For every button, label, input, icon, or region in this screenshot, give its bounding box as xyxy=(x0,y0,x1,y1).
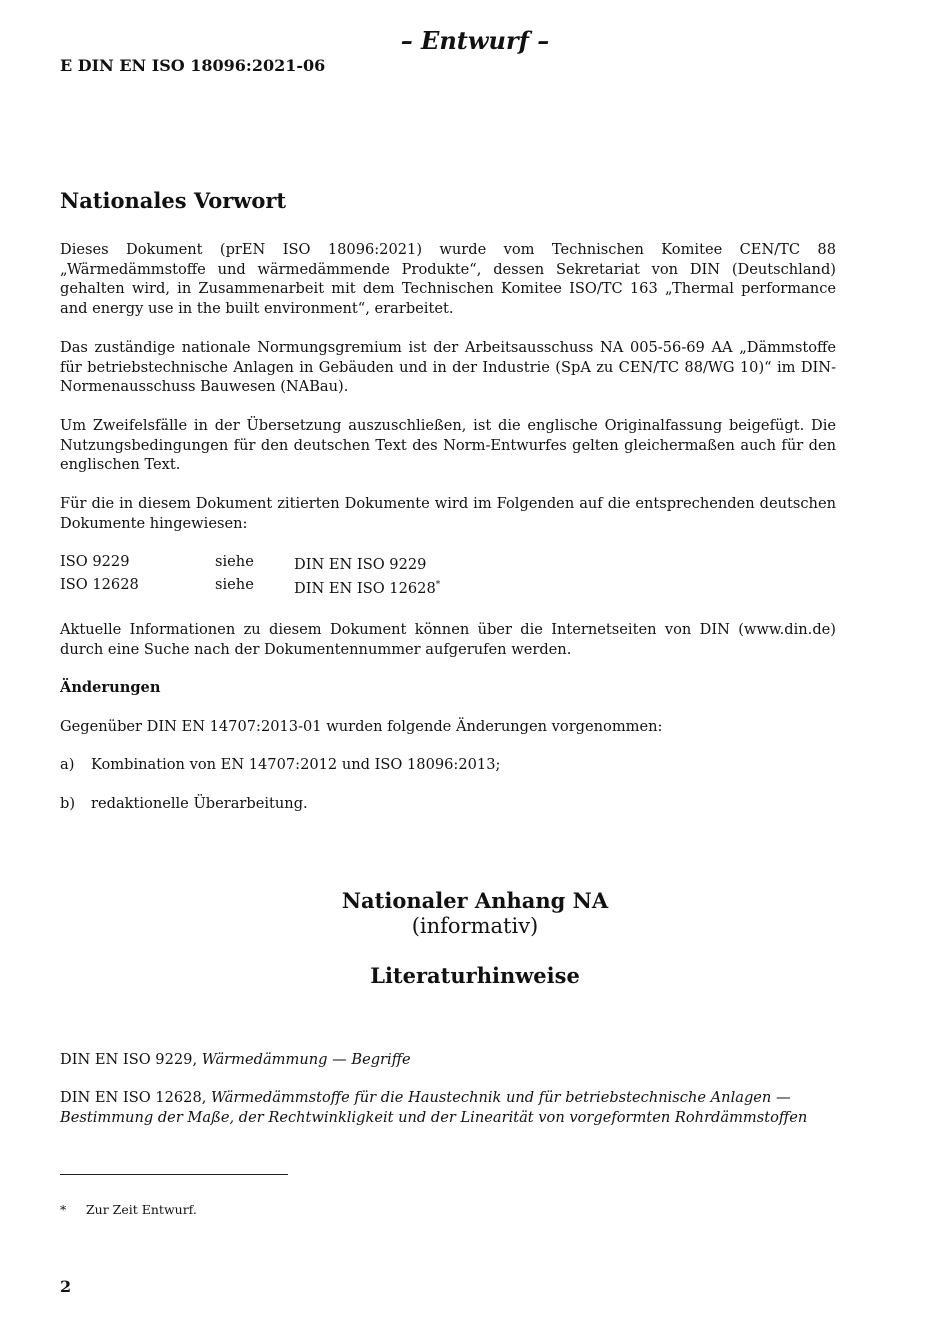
annex-title: Nationaler Anhang NA xyxy=(341,888,609,913)
ref-iso: ISO 9229 xyxy=(60,553,130,570)
paragraph-3: Um Zweifelsfälle in der Übersetzung auszuschließen, ist die englische Originalfassung beigefügt. Die Nutzungsbedingungen für den deutschen Text des Norm-Entwurfes gelten gleichermaßen auch für den englischen Text. xyxy=(60,417,836,473)
ref-iso: ISO 12628 xyxy=(60,576,139,593)
ref-din xyxy=(294,552,426,574)
ref-din xyxy=(294,576,440,598)
paragraph-2: Das zuständige nationale Normungsgremium ist der Arbeitsausschuss NA 005-56-69 AA „Dämmstoffe für betriebstechnische Anlagen in Gebäuden und in der Industrie (SpA zu CEN/TC 88/WG 10)“ im DIN-Normenausschuss Bauwesen (NABau). xyxy=(60,339,836,395)
list-label: b) xyxy=(60,795,76,812)
changes-intro: Gegenüber DIN EN 14707:2013-01 wurden folgende Änderungen vorgenommen: xyxy=(60,718,663,735)
ref-siehe: siehe xyxy=(215,576,254,593)
ref-din-text: DIN EN ISO 12628 xyxy=(294,579,436,597)
changes-heading: Änderungen xyxy=(60,679,161,696)
section-title-vorwort: Nationales Vorwort xyxy=(60,188,287,213)
page-number: 2 xyxy=(60,1277,72,1296)
footnote-text: Zur Zeit Entwurf. xyxy=(86,1202,197,1217)
reference-code: DIN EN ISO 12628, xyxy=(60,1089,207,1106)
draft-label: – Entwurf – xyxy=(400,26,550,55)
list-label: a) xyxy=(60,756,75,773)
reference-title: Wärmedämmstoffe für die Haustechnik und für betriebstechnische Anlagen — Bestimmung der Maße, der Rechtwinkligkeit und der Linearität von vorgeformten Rohrdämmstoffen xyxy=(60,1089,808,1126)
list-text: redaktionelle Überarbeitung. xyxy=(91,795,308,812)
reference-title: Wärmedämmung — Begriffe xyxy=(201,1051,411,1068)
ref-siehe: siehe xyxy=(215,553,254,570)
footnote-divider xyxy=(60,1174,288,1175)
list-text: Kombination von EN 14707:2012 und ISO 18096:2013; xyxy=(91,756,501,773)
reference-item xyxy=(60,1088,850,1127)
footnote-mark: * xyxy=(60,1202,67,1217)
footnote-marker: * xyxy=(435,580,441,590)
document-id: E DIN EN ISO 18096:2021-06 xyxy=(60,56,326,75)
paragraph-4: Für die in diesem Dokument zitierten Dokumente wird im Folgenden auf die entsprechenden deutschen Dokumente hingewiesen: xyxy=(60,495,836,532)
reference-item xyxy=(60,1050,850,1070)
info-paragraph: Aktuelle Informationen zu diesem Dokument können über die Internetseiten von DIN (www.din.de) durch eine Suche nach der Dokumentennummer aufgerufen werden. xyxy=(60,621,836,658)
literature-title: Literaturhinweise xyxy=(370,963,580,988)
reference-code: DIN EN ISO 9229, xyxy=(60,1051,198,1068)
paragraph-1: Dieses Dokument (prEN ISO 18096:2021) wurde vom Technischen Komitee CEN/TC 88 „Wärmedämmstoffe und wärmedämmende Produkte“, dessen Sekretariat von DIN (Deutschland) gehalten wird, in Zusammenarbeit mit dem Technischen Komitee ISO/TC 163 „Thermal performance and energy use in the built environment“, erarbeitet. xyxy=(60,241,836,317)
ref-din-text: DIN EN ISO 9229 xyxy=(294,555,427,573)
annex-subtitle: (informativ) xyxy=(411,914,539,938)
